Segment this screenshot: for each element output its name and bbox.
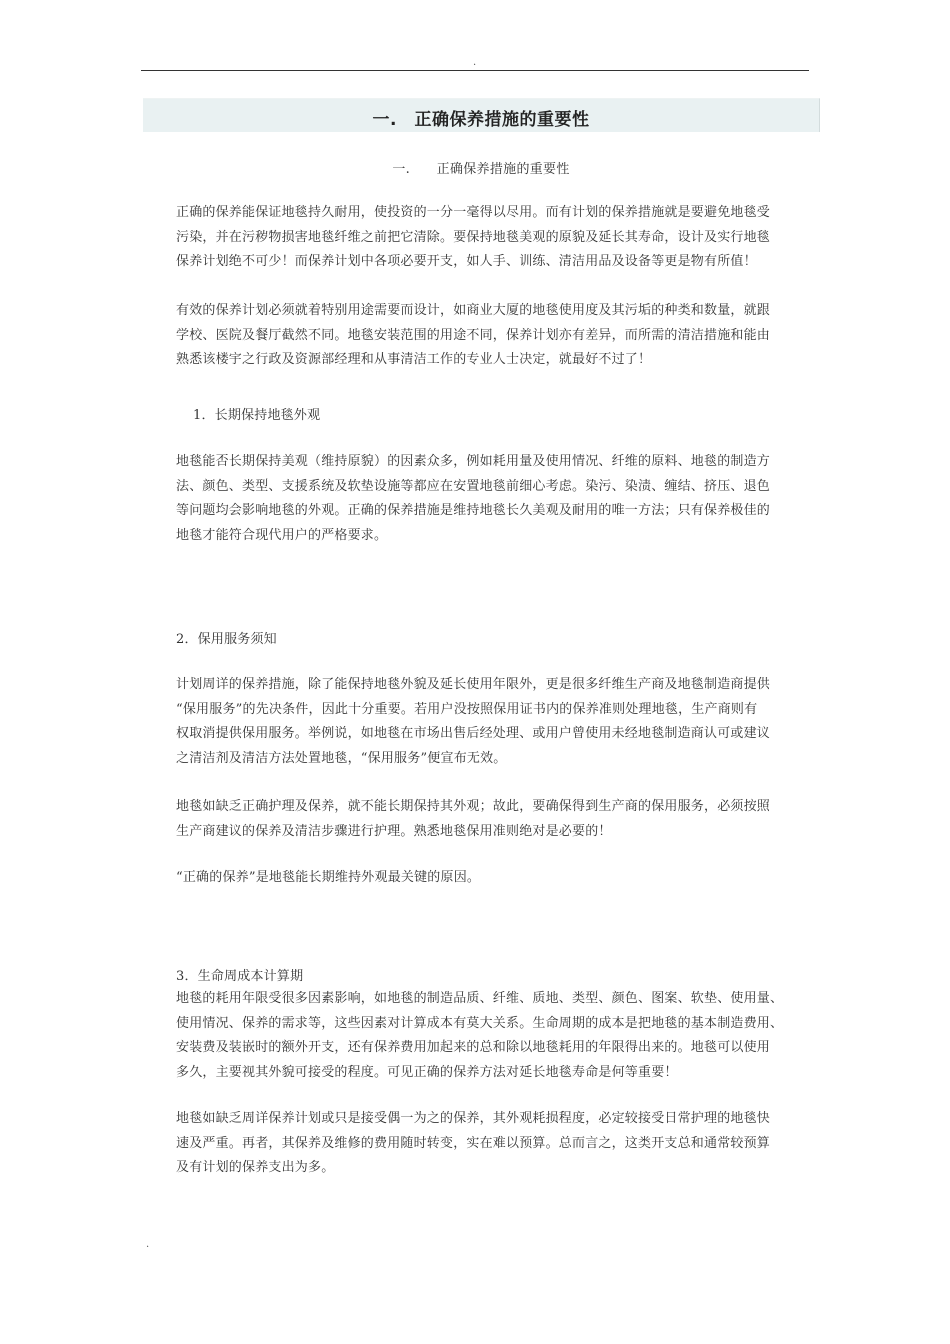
paragraph-2: 有效的保养计划必须就着特别用途需要而设计，如商业大厦的地毯使用度及其污垢的种类和数量，就跟 学校、医院及餐厅截然不同。地毯安装范围的用途不同，保养计划亦有差异，而所需的清洁措施和能由 熟悉该楼宇之行政及资源部经理和从事清洁工作的专业人士决定，就最好不过了！: [176, 303, 771, 367]
paragraph-6: “正确的保养”是地毯能长期维持外观最关键的原因。: [176, 870, 481, 885]
header-mark: .: [473, 57, 477, 68]
header-rule: [141, 70, 809, 71]
paragraph-3: 地毯能否长期保持美观（维持原貌）的因素众多，例如耗用量及使用情况、纤维的原料、地毯的制造方 法、颜色、类型、支援系统及软垫设施等都应在安置地毯前细心考虑。染污、染渍、缠结、挤压、退色 等问题均会影响地毯的外观。正确的保养措施是维持地毯长久美观及耐用的唯一方法；只有保养极佳的 地毯才能符合现代用户的严格要求。: [176, 454, 771, 543]
section-heading-1: 1．长期保持地毯外观: [193, 408, 321, 423]
page-title: 一. 正确保养措施的重要性: [372, 110, 590, 130]
paragraph-8: 地毯如缺乏周详保养计划或只是接受偶一为之的保养，其外观耗损程度，必定较接受日常护理的地毯快 速及严重。再者，其保养及维修的费用随时转变，实在难以预算。总而言之，这类开支总和通常较预算 及有计划的保养支出为多。: [176, 1111, 771, 1175]
page-subtitle: 一. 正确保养措施的重要性: [392, 162, 570, 177]
section-heading-3: 3．生命周成本计算期: [176, 969, 304, 984]
paragraph-7: 地毯的耗用年限受很多因素影响，如地毯的制造品质、纤维、质地、类型、颜色、图案、软垫、使用量、 使用情况、保养的需求等，这些因素对计算成本有莫大关系。生命周期的成本是把地毯的基本制造费用、 安装费及装嵌时的额外开支，还有保养费用加起来的总和除以地毯耗用的年限得出来的。地毯可以使用 多久，主要视其外貌可接受的程度。可见正确的保养方法对延长地毯寿命是何等重要！: [176, 991, 784, 1080]
title-bar: [143, 98, 820, 132]
footer-mark: .: [146, 1239, 150, 1250]
paragraph-1: 正确的保养能保证地毯持久耐用，使投资的一分一毫得以尽用。而有计划的保养措施就是要避免地毯受 污染，并在污秽物损害地毯纤维之前把它清除。要保持地毯美观的原貌及延长其寿命，设计及实行地毯 保养计划绝不可少！而保养计划中各项必要开支，如人手、训练、清洁用品及设备等更是物有所值！: [176, 205, 771, 269]
paragraph-5: 地毯如缺乏正确护理及保养，就不能长期保持其外观；故此，要确保得到生产商的保用服务，必须按照 生产商建议的保养及清洁步骤进行护理。熟悉地毯保用准则绝对是必要的！: [176, 799, 771, 839]
paragraph-4: 计划周详的保养措施，除了能保持地毯外貌及延长使用年限外，更是很多纤维生产商及地毯制造商提供 “保用服务”的先决条件，因此十分重要。若用户没按照保用证书内的保养准则处理地毯，生产商则有 权取消提供保用服务。举例说，如地毯在市场出售后经处理、或用户曾使用未经地毯制造商认可或建议 之清洁剂及清洁方法处置地毯，“保用服务”便宣布无效。: [176, 677, 771, 766]
section-heading-2: 2．保用服务须知: [176, 632, 277, 647]
